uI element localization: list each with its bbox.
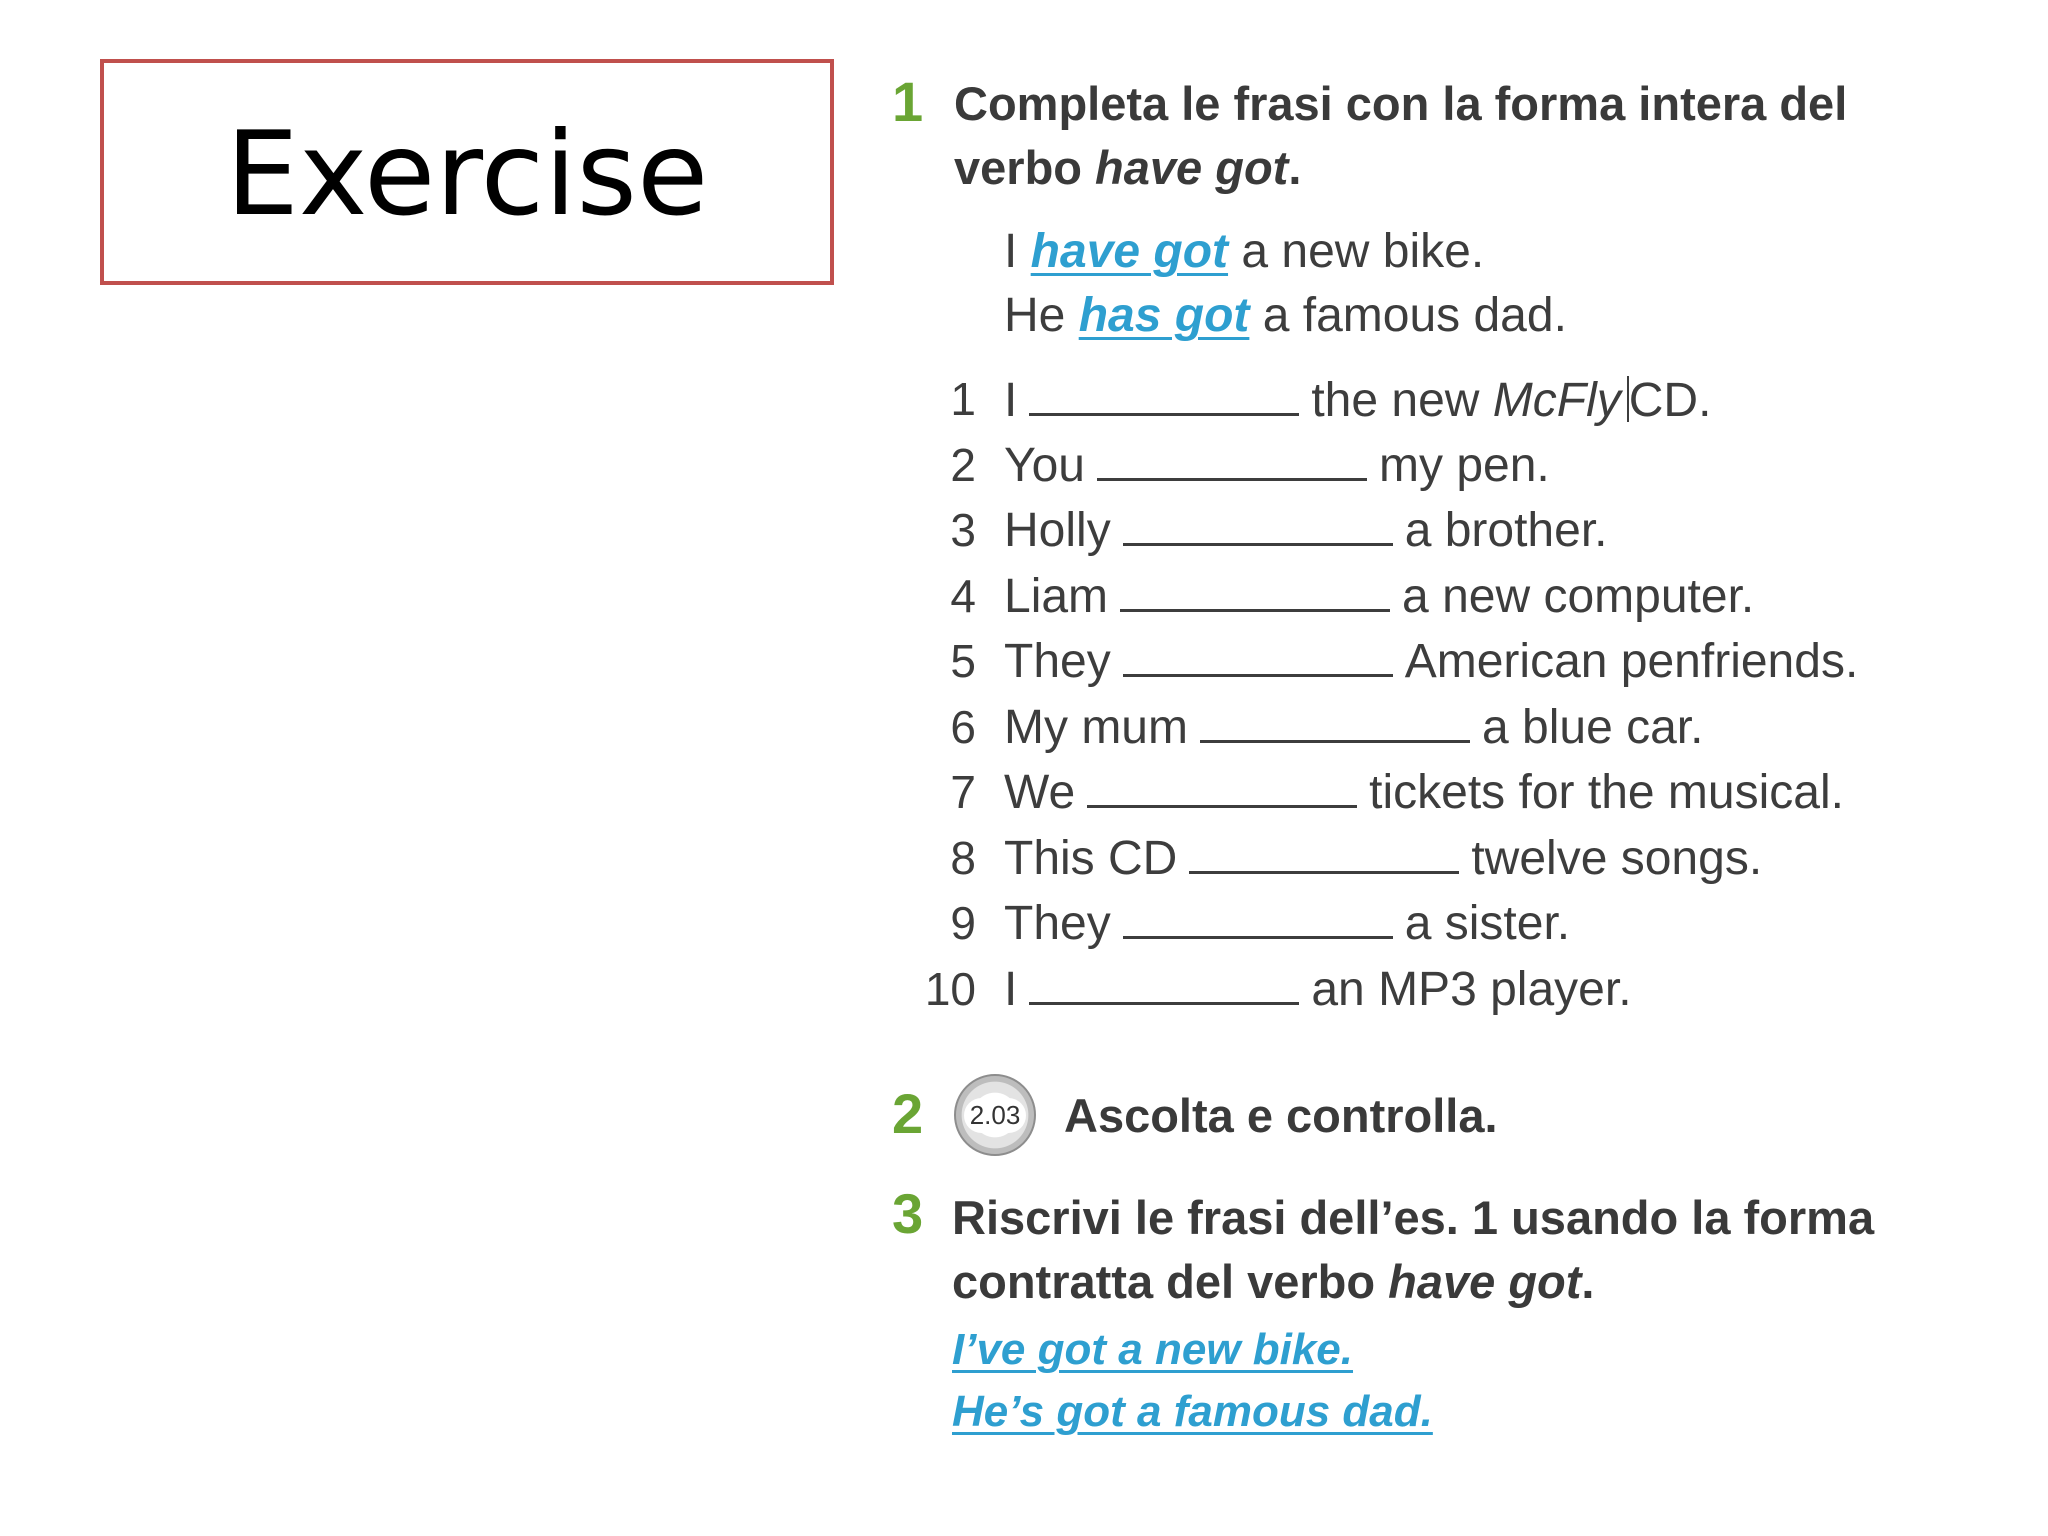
exercise-item <box>1004 504 1608 557</box>
exercise-item <box>1004 963 1632 1016</box>
exercise-3-number: 3 <box>892 1182 924 1245</box>
exercise-item <box>1004 635 1859 688</box>
item-rest: a blue car. <box>1481 701 1704 754</box>
item-subject: We <box>1004 766 1076 819</box>
audio-cd-icon[interactable] <box>954 1074 1036 1156</box>
answer-blank[interactable] <box>1087 773 1357 808</box>
item-rest: American penfriends. <box>1404 635 1859 688</box>
exercise-3-instruction-line1: Riscrivi le frasi dell’es. 1 usando la forma <box>952 1191 1875 1244</box>
item-number: 10 <box>924 963 976 1015</box>
item-subject: I <box>1004 963 1018 1016</box>
example-answer-1: have got <box>1030 225 1229 278</box>
item-rest: an MP3 player. <box>1311 963 1632 1016</box>
answer-blank[interactable] <box>1200 708 1470 743</box>
exercise-sheet <box>880 60 1980 1490</box>
item-number: 4 <box>950 570 976 622</box>
cd-track-label: 2.03 <box>964 1098 1027 1133</box>
exercise-item <box>1004 701 1704 754</box>
exercise-3-instruction-line2: contratta del verbo have got. <box>952 1255 1595 1308</box>
answer-blank[interactable] <box>1123 511 1393 546</box>
exercise-item <box>1004 570 1755 623</box>
item-rest: my pen. <box>1379 439 1550 492</box>
item-subject: You <box>1004 439 1085 492</box>
exercise-item <box>1004 376 1711 425</box>
item-subject: My mum <box>1004 701 1188 754</box>
slide-title-box <box>100 59 834 285</box>
item-subject: Holly <box>1004 504 1111 557</box>
item-number: 6 <box>950 701 976 753</box>
exercise-1-instruction <box>954 72 1847 200</box>
item-rest-end: CD. <box>1628 374 1712 427</box>
exercise-item <box>1004 832 1763 885</box>
exercise-3-answer-1: I’ve got a new bike. <box>952 1325 1354 1374</box>
example-line-2: He has got a famous dad. <box>1004 289 1567 342</box>
exercise-item <box>1004 439 1550 492</box>
item-number: 2 <box>950 439 976 491</box>
item-number: 1 <box>950 373 976 425</box>
exercise-item <box>1004 766 1844 819</box>
answer-blank[interactable] <box>1123 642 1393 677</box>
item-subject: I <box>1004 374 1018 427</box>
answer-blank[interactable] <box>1123 904 1393 939</box>
item-number: 9 <box>950 897 976 949</box>
exercise-1-number: 1 <box>892 70 924 133</box>
answer-blank[interactable] <box>1097 446 1367 481</box>
item-rest: a new computer. <box>1402 570 1755 623</box>
answer-blank[interactable] <box>1029 381 1299 416</box>
answer-blank[interactable] <box>1189 839 1459 874</box>
exercise-item <box>1004 897 1571 950</box>
item-rest: tickets for the musical. <box>1369 766 1844 819</box>
item-number: 8 <box>950 832 976 884</box>
exercise-3-answer-2: He’s got a famous dad. <box>952 1387 1433 1436</box>
item-rest: a brother. <box>1404 504 1608 557</box>
item-subject: They <box>1004 635 1111 688</box>
item-subject: Liam <box>1004 570 1109 623</box>
exercise-1-instruction-line1: Completa le frasi con la forma intera del <box>954 77 1848 130</box>
slide-title: Exercise <box>225 107 709 242</box>
item-rest-italic: McFly <box>1492 374 1621 427</box>
item-number: 7 <box>950 766 976 818</box>
item-rest: twelve songs. <box>1471 832 1763 885</box>
item-subject: This CD <box>1004 832 1178 885</box>
item-number: 5 <box>950 635 976 687</box>
exercise-2-instruction: Ascolta e controlla. <box>1064 1089 1498 1142</box>
answer-blank[interactable] <box>1120 577 1390 612</box>
item-subject: They <box>1004 897 1111 950</box>
example-line-1: I have got a new bike. <box>1004 225 1485 278</box>
exercise-1-instruction-line2: verbo have got. <box>954 141 1302 194</box>
exercise-3-instruction <box>952 1186 1874 1314</box>
answer-blank[interactable] <box>1029 970 1299 1005</box>
exercise-2-number: 2 <box>892 1082 924 1145</box>
example-answer-2: has got <box>1078 289 1250 342</box>
item-number: 3 <box>950 504 976 556</box>
item-rest: the new <box>1311 374 1493 427</box>
item-rest: a sister. <box>1404 897 1571 950</box>
